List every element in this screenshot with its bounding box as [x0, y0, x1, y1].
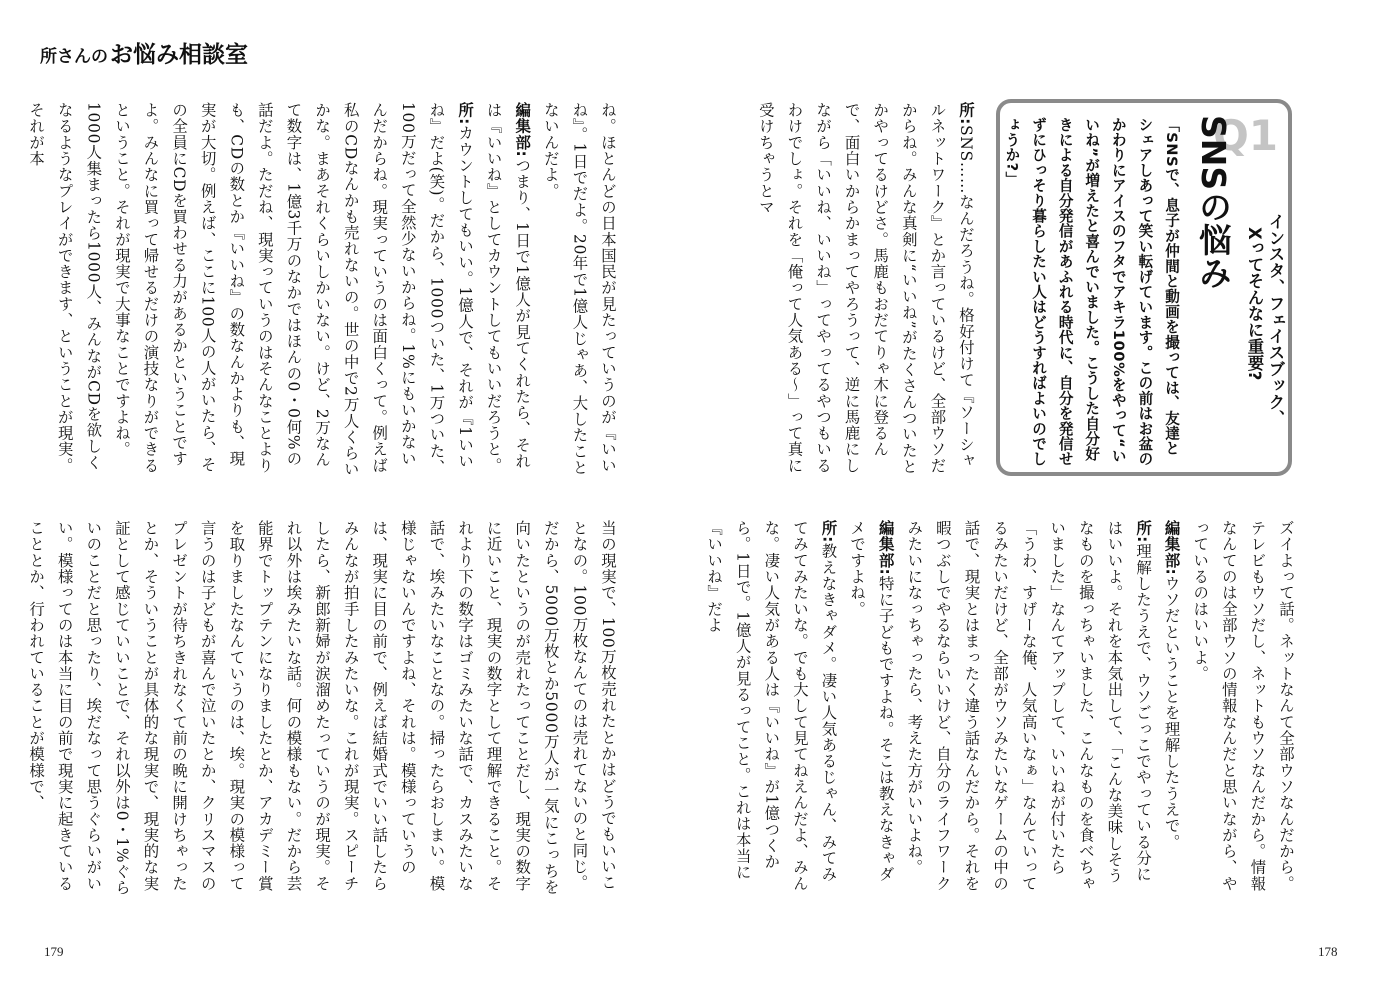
paragraph [536, 102, 622, 480]
left-page-top-block [27, 102, 622, 480]
paragraph [1157, 520, 1186, 898]
paragraph-text: カウントしてもいい。1億人で、それが『1いいね』だよ(笑)。だから、1000ついた、1万ついた、100万だって全然少ないからね。1%にもいかないんだからね。現実っていうのは面白くって。例えば私のCDなんかも売れないの。世の中で2万人くらいかな。まあそれくらいしかいない。けど、2万なんて数字は、1億3千万のなかではほんの0・0何%の話だよ。ただね、現実っていうのはそんなことよりも、CDの数とか『いいね』の数なんかよりも、現実が大切。例えば、ここに100人の人がいたら、その全員にCDを買わせる力があるかということですよ。みんなに買って帰せるだけの演技なりができるということ。それが現実で大事なことですよね。1000人集まったら1000人、みんながCDを欲しくなるようなプレイができます、ということが現実。それが本 [27, 102, 475, 478]
speaker-label: 所: [819, 520, 838, 544]
speaker-label: 所: [957, 102, 975, 126]
paragraph [751, 102, 980, 480]
speaker-label: 所: [1134, 520, 1153, 544]
paragraph [700, 520, 843, 898]
paragraph-text: 当の現実で、100万枚売れたとかはどうでもいいことなの。100万枚なんてのは売れてないのと同じ。だから、5000万枚とか5000万人が一気にこっちを向いたというのが売れたってことだし、現実の数字に近いこと、現実の数字として理解できること。それより下の数字はゴミみたいな話で、カスみたいな話で、埃みたいなことなの。掃ったらおしまい。模様じゃないんですよね、それは。模様っていうのは、現実に目の前で、例えば結婚式でいい話したらみんなが拍手したみたいな。これが現実。スピーチしたら、新郎新婦が涙溜めたっていうのが現実。それ以外は埃みたいな話。何の模様もない。だから芸能界でトップテンになりましたとか、アカデミー賞を取りましたなんていうのは、埃。現実の模様って言うのは子どもが喜んで泣いたとか、クリスマスのプレゼントが待ちきれなくて前の晩に開けちゃったとか、そういうことが具体的な現実で、現実的な実証として感じていいことで、それ以外は0・1%ぐらいのことだと思ったり、埃だなって思うぐらいがいい。模様ってのは本当に目の前で現実に起きていることとか、行われていることが模様で、 [27, 520, 617, 896]
question-subtitle-line1: インスタ、フェイスブック、 [1266, 213, 1285, 427]
right-page-top-block [756, 102, 980, 480]
speaker-label: 編集部: [876, 520, 895, 576]
left-page-bottom-block [27, 520, 622, 898]
paragraph [1186, 520, 1300, 898]
question-body: 「SNSで、息子が仲間と動画を撮っては、友達とシェアしあって笑い転げています。この前はお盆のかわりにアイスのフタでアキラ100%をやって“いいね”が増えたと喜んでいました。こうした自分好きによる自分発信があふれる時代に、自分を発信せずにひっそり暮らしたい人はどうすればよいのでしょうか?」 [1003, 117, 1180, 467]
right-page-bottom-block [705, 520, 1300, 898]
question-subtitle-line2: Xってそんなに重要? [1245, 227, 1264, 381]
speaker-label: 編集部: [1162, 520, 1181, 576]
series-title [40, 36, 248, 69]
speaker-label: 所: [456, 102, 475, 126]
series-title-big: お悩み相談室 [110, 42, 248, 68]
paragraph-text: ね。ほとんどの日本国民が見たっていうのが『いいね』。1日でだよ。20年で1億人じゃあ、大したことないんだよ。 [541, 102, 617, 476]
series-title-small: 所さんの [40, 47, 108, 67]
right-page-number: 178 [1318, 944, 1338, 959]
paragraph [22, 102, 480, 480]
paragraph [22, 520, 622, 898]
question-box [996, 99, 1292, 476]
paragraph-text: 特に子どもですよね。そこは教えなきゃダメですよね。 [848, 520, 895, 883]
paragraph-text: ウソだということを理解したうえで。 [1162, 575, 1181, 850]
left-page-number: 179 [44, 944, 64, 959]
speaker-label: 編集部: [513, 102, 532, 158]
paragraph [479, 102, 536, 480]
question-subtitle-lines [1244, 213, 1286, 568]
paragraph [843, 520, 900, 898]
paragraph-text: つまり、1日で1億人が見てくれたら、それは『いいね』としてカウントしてもいいだろうと。 [484, 102, 532, 474]
question-title: SNSの悩み [1194, 115, 1233, 290]
paragraph-text: ズイよって話。ネットなんて全部ウソなんだから。テレビもウソだし、ネットもウソなんだから。情報なんてのは全部ウソの情報なんだと思いながら、やっているのはいいよ。 [1191, 520, 1295, 892]
question-number: Q1 [1213, 111, 1278, 160]
paragraph-text: 教えなきゃダメ。凄い人気あるじゃん、みてみてみてみたいな。でも大して見てねえんだよ、みんな。凄い人気がある人は『いいね』が1億つくから。1日で。1億人が見るってこと。これは本当に『いいね』だよ [705, 520, 838, 892]
paragraph-text: 理解したうえで、ウソごっこでやっている分にはいいよ。それを本気出して、「こんな美味しそうなものを撮っちゃいました、こんなものを食べちゃいました」なんてアップして、いいねが付いたら「うわ、すげーな俺、人気高いなぁ」なんていってるみたいだけど、全部がウソみたいなゲームの中の話で、現実とはまったく違う話なんだから。それを暇つぶしでやるならいいけど、自分のライフワークみたいになっちゃったら、考えた方がいいよね。 [905, 520, 1153, 892]
paragraph-text: SNS……なんだろうね。格好付けて『ソーシャルネットワーク』とか言っているけど、全部ウソだからね。みんな真剣に“いいね”がたくさんついたとかやってるけどさ。馬鹿もおだてりゃ木に登るんで、面白いからかまってやろうって、逆に馬鹿にしながら「いいね、いいね」ってやってるやつもいるわけでしょ。それを「俺って人気ある～」って真に受けちゃうとマ [756, 102, 975, 475]
paragraph [900, 520, 1157, 898]
